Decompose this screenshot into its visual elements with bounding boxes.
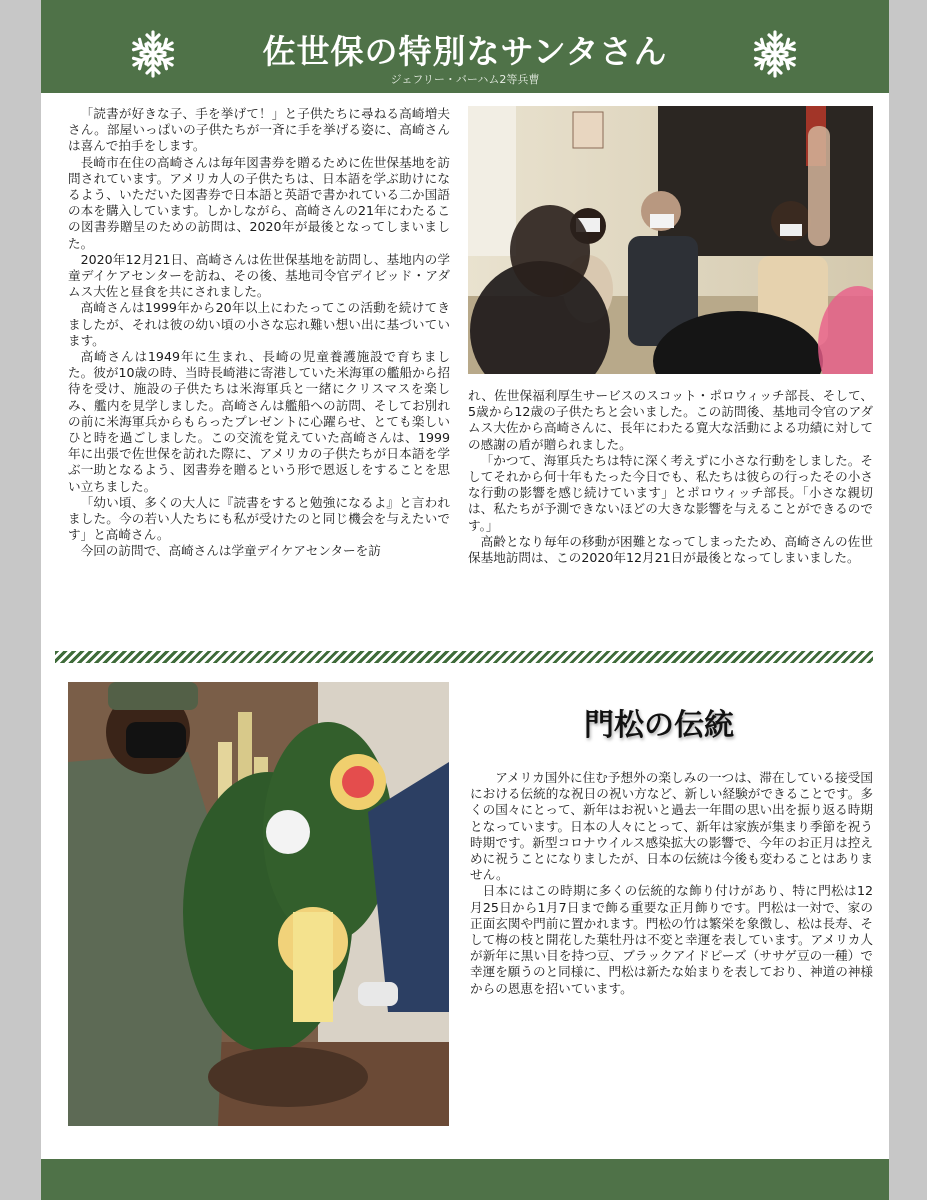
paragraph: 「読書が好きな子、手を挙げて！」と子供たちに尋ねる高崎増夫さん。部屋いっぱいの子供たちが一斉に手を挙げる姿に、高崎さんは喜んで拍手をします。 <box>68 106 450 154</box>
paragraph: アメリカ国外に住む予想外の楽しみの一つは、滞在している接受国における伝統的な祝日の祝い方など、新しい経験ができることです。多くの国々にとって、新年はお祝いと過去一年間の思い出を振り返る時期となっています。日本の人々にとって、新年は家族が集まり季節を祝う時期です。新型コロナウイルス感染拡大の影響で、今年のお正月は控えめに祝うことになりましたが、日本の伝統は今後も変わることはありません。 <box>470 770 873 883</box>
paragraph: れ、佐世保福利厚生サービスのスコット・ポロウィッチ部長、そして、5歳から12歳の子供たちと会いました。この訪問後、基地司令官のアダムス大佐から高崎さんに、長年にわたる寛大な活動による功績に対して の感謝の盾が贈られました。 <box>468 388 873 452</box>
paragraph: 「幼い頃、多くの大人に『読書をすると勉強になるよ』と言われました。今の若い人たちにも私が受けたのと同じ機会を与えたいです」と高崎さん。 <box>68 494 451 543</box>
section-divider <box>55 651 873 663</box>
article2-column <box>470 770 873 997</box>
footer-bar <box>41 1159 889 1200</box>
paragraph: 日本にはこの時期に多くの伝統的な飾り付けがあり、特に門松は12月25日から1月7日まで飾る重要な正月飾りです。門松は一対で、家の正面玄関や門前に置かれます。門松の竹は繁栄を象徴し、松は長寿、そして梅の枝と開花した葉牡丹は不変と幸運を表しています。アメリカ人が新年に黒い目を持つ豆、ブラックアイドピーズ（ササゲ豆の一種）で幸運を願うのと同様に、門松は新たな始まりを表しており、神道の神様からの恩恵を招いています。 <box>470 883 873 996</box>
santa-visit-photo <box>468 106 873 374</box>
paragraph: 高齢となり毎年の移動が困難となってしまったため、高崎さんの佐世保基地訪問は、この2020年12月21日が最後となってしまいました。 <box>468 533 873 566</box>
page-title: 佐世保の特別なサンタさん <box>262 32 668 71</box>
paragraph: 今回の訪問で、高崎さんは学童デイケアセンターを訪 <box>80 543 381 559</box>
newsletter-page <box>41 0 889 1200</box>
paragraph: 高崎さんは1949年に生まれ、長崎の児童養護施設で育ちました。彼が10歳の時、当時長崎港に寄港していた米海軍の艦船から招待を受け、施設の子供たちは米海軍兵と一緒にクリスマスを楽しみ、艦内を見学しました。高崎さんは艦船への訪問、そしてお別れの前に米海軍兵からもらったプレゼントに心躍らせ、とても楽しいひと時を過ごしました。この交流を覚えていた高崎さんは、1999年に出張で佐世保を訪れた際に、アメリカの子供たちが日本語を学ぶ一助となるよう、図書券を贈るという形で恩返しをすることを思い立ちました。 <box>68 349 450 494</box>
header-bar <box>41 0 889 93</box>
article1-right-column <box>468 388 873 566</box>
article2-title: 門松の伝統 <box>584 708 734 743</box>
paragraph: 「かつて、海軍兵たちは特に深く考えずに小さな行動をしました。そしてそれから何十年もたった今日でも、私たちは彼らの行ったその小さな行動の影響を感じ続けています」とポロウィッチ部長。「小さな親切は、私たちが予測できないほどの大きな影響を与えることができるのです。」 <box>468 452 873 533</box>
byline: ジェフリー・バーハム2等兵曹 <box>390 73 540 86</box>
kadomatsu-photo <box>68 682 449 1126</box>
paragraph: 高崎さんは1999年から20年以上にわたってこの活動を続けてきましたが、それは彼の幼い頃の小さな忘れ難い想い出に基づいています。 <box>68 300 451 348</box>
paragraph: 2020年12月21日、高崎さんは佐世保基地を訪問し、基地内の学童デイケアセンターを訪ね、その後、基地司令官デイビッド・アダムス大佐と昼食を共にされました。 <box>68 251 450 300</box>
article1-left-column <box>68 106 450 560</box>
paragraph: 長崎市在住の高崎さんは毎年図書券を贈るために佐世保基地を訪問されています。アメリカ人の子供たちは、日本語を学ぶ助けになるよう、いただいた図書券で日本語と英語で書かれている二か国語の本を購入しています。しかしながら、高崎さんの21年にわたるこの図書券贈呈のための訪問は、2020年が最後となってしまいました。 <box>68 154 451 251</box>
